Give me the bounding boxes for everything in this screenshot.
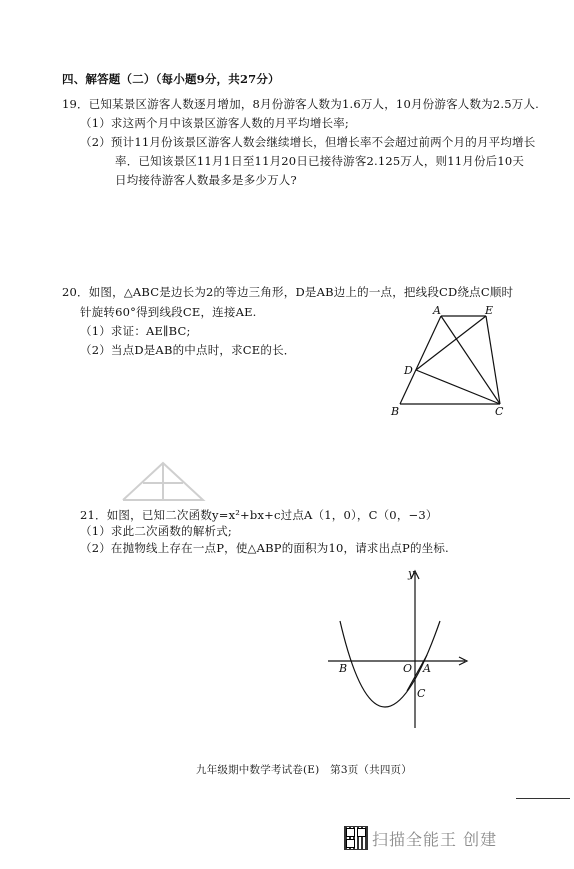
label-O: O bbox=[403, 662, 413, 675]
q19-stem: 19．已知某景区游客人数逐月增加，8月份游客人数为1.6万人，10月份游客人数为2.5万人. bbox=[62, 97, 540, 111]
label-A: A bbox=[423, 662, 431, 675]
label-D: D bbox=[404, 364, 413, 377]
qr-code-icon bbox=[344, 826, 368, 850]
bleed-through-sketch bbox=[118, 455, 208, 505]
segment-DE bbox=[416, 316, 486, 370]
q20-part1: （1）求证：AE∥BC; bbox=[80, 324, 191, 338]
q20-triangle-figure bbox=[388, 300, 510, 422]
margin-rule bbox=[516, 798, 570, 799]
section-title: 四、解答题（二）（每小题9分，共27分） bbox=[62, 72, 280, 86]
q21-parabola-figure bbox=[322, 563, 472, 733]
page-footer: 九年级期中数学考试卷(E) 第3页（共四页） bbox=[196, 764, 412, 776]
segment-AB bbox=[400, 316, 441, 404]
label-C: C bbox=[417, 687, 426, 700]
q19-part2-line2: 率．已知该景区11月1日至11月20日已接待游客2.125万人，则11月份后10天 bbox=[115, 154, 525, 168]
q21-part1: （1）求此二次函数的解析式; bbox=[80, 524, 232, 538]
segment-EC bbox=[486, 316, 500, 404]
label-C: C bbox=[495, 405, 504, 418]
scanner-watermark: 扫描全能王 创建 bbox=[372, 830, 498, 849]
label-y: y bbox=[408, 567, 415, 580]
segment-AC bbox=[441, 316, 500, 404]
label-A: A bbox=[433, 304, 441, 317]
q21-part2: （2）在抛物线上存在一点P，使△ABP的面积为10，请求出点P的坐标. bbox=[80, 541, 449, 555]
q20-part2: （2）当点D是AB的中点时，求CE的长． bbox=[80, 343, 296, 357]
q19-part2-line3: 日均接待游客人数最多是多少万人? bbox=[115, 173, 297, 187]
q20-stem-line1: 20．如图，△ABC是边长为2的等边三角形，D是AB边上的一点，把线段CD绕点C顺时 bbox=[62, 285, 514, 299]
label-B: B bbox=[391, 405, 400, 418]
q19-part1: （1）求这两个月中该景区游客人数的月平均增长率; bbox=[80, 116, 349, 130]
segment-DC bbox=[416, 370, 500, 404]
q19-part2-line1: （2）预计11月份该景区游客人数会继续增长，但增长率不会超过前两个月的月平均增长 bbox=[80, 135, 536, 149]
q20-stem-line2: 针旋转60°得到线段CE，连接AE. bbox=[80, 305, 257, 319]
label-E: E bbox=[485, 304, 494, 317]
q21-stem: 21．如图，已知二次函数y=x²+bx+c过点A（1，0），C（0，−3） bbox=[80, 508, 438, 522]
label-B: B bbox=[339, 662, 348, 675]
